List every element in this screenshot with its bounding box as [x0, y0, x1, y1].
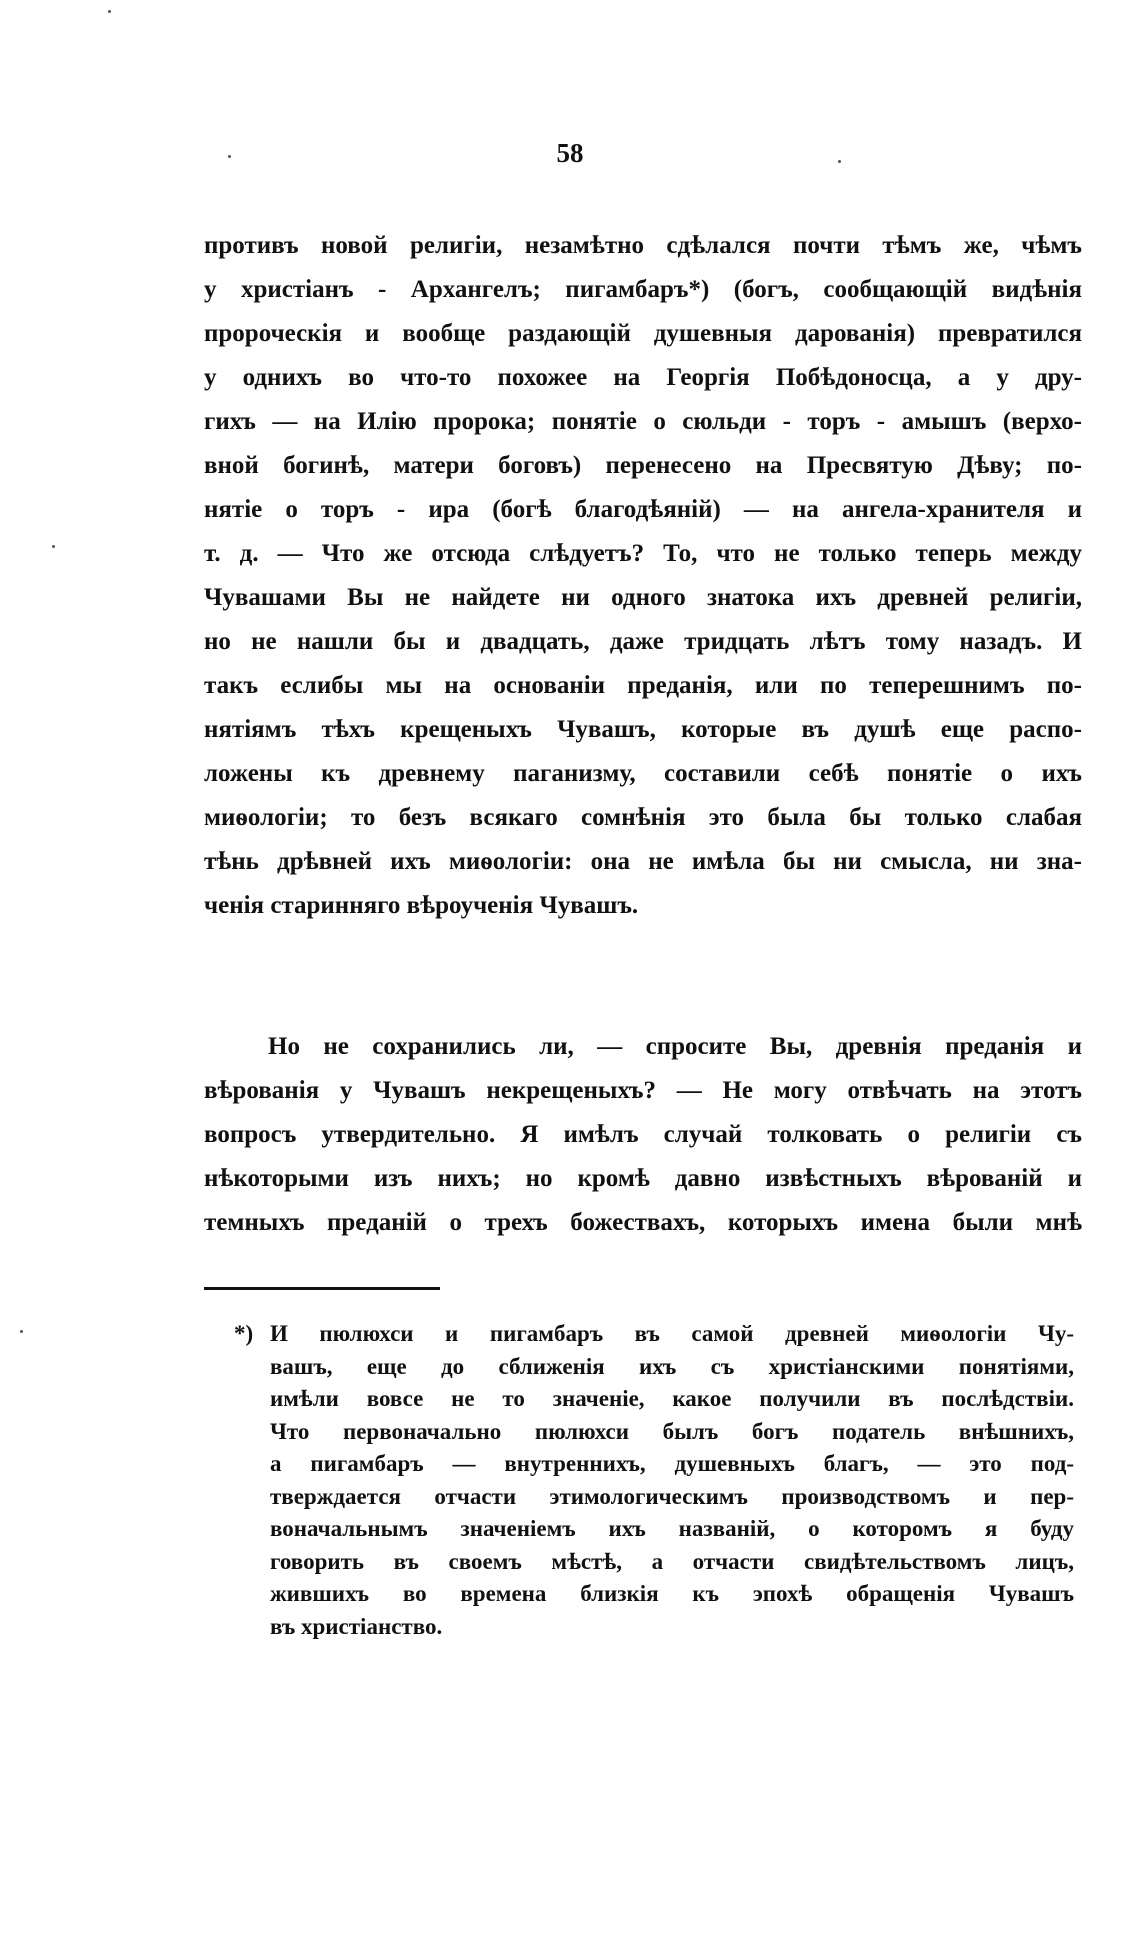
footnote-line [234, 1318, 1074, 1351]
footnote-line: тверждается отчасти этимологическимъ производствомъ и пер- [270, 1483, 1074, 1509]
text-line: т. д. — Что же отсюда слѣдуетъ? То, что не только теперь между [204, 540, 1082, 567]
scan-speck [20, 1330, 23, 1333]
scan-speck [108, 10, 111, 13]
paragraph-1 [204, 224, 1082, 928]
text-line: такъ еслибы мы на основаніи преданія, или по теперешнимъ по- [204, 672, 1082, 699]
text-line: у однихъ во что-то похожее на Георгія Побѣдоносца, а у дру- [204, 364, 1082, 391]
footnote-line: воначальнымъ значеніемъ ихъ названій, о которомъ я буду [270, 1516, 1074, 1541]
text-line: нятіямъ тѣхъ крещеныхъ Чувашъ, которые въ душѣ еще распо- [204, 716, 1082, 743]
text-line: нятіе о торъ - ира (богѣ благодѣяній) — на ангела-хранителя и [204, 496, 1082, 523]
footnote-line: имѣли вовсе не то значеніе, какое получили въ послѣдствіи. [270, 1386, 1074, 1411]
text-line: Но не сохранились ли, — спросите Вы, древнія преданія и [268, 1033, 1082, 1060]
text-line: противъ новой религіи, незамѣтно сдѣлался почти тѣмъ же, чѣмъ [204, 232, 1082, 259]
text-line: вной богинѣ, матери боговъ) перенесено на Пресвятую Дѣву; по- [204, 452, 1082, 479]
footnote-divider [204, 1287, 440, 1290]
footnote-line-text: И пюлюхси и пигамбаръ въ самой древней миѳологіи Чу- [270, 1321, 1074, 1346]
text-line: ложены къ древнему паганизму, составили себѣ понятіе о ихъ [204, 760, 1082, 787]
text-line: Чувашами Вы не найдете ни одного знатока ихъ древней религіи, [204, 584, 1082, 611]
paragraph-2 [204, 1025, 1082, 1245]
text-line: тѣнь дрѣвней ихъ миѳологіи: она не имѣла бы ни смысла, ни зна- [204, 848, 1082, 875]
scan-speck [52, 545, 55, 548]
text-line: но не нашли бы и двадцать, даже тридцать лѣтъ тому назадъ. И [204, 628, 1082, 655]
page-number: 58 [556, 138, 584, 168]
footnote-line: жившихъ во времена близкія къ эпохѣ обращенія Чувашъ [270, 1581, 1074, 1606]
footnote [234, 1318, 1074, 1643]
footnote-marker: *) [234, 1321, 254, 1346]
footnote-line: вашъ, еще до сближенія ихъ съ христіанскими понятіями, [270, 1353, 1074, 1379]
footnote-line: а пигамбаръ — внутреннихъ, душевныхъ благъ, — это под- [270, 1451, 1074, 1476]
text-line: миѳологіи; то безъ всякаго сомнѣнія это была бы только слабая [204, 804, 1082, 831]
footnote-line: въ христіанство. [270, 1613, 443, 1639]
footnote-line: Что первоначально пюлюхси былъ богъ податель внѣшнихъ, [270, 1418, 1074, 1444]
text-line: пророческія и вообще раздающій душевныя дарованія) превратился [204, 320, 1082, 347]
footnote-line: говорить въ своемъ мѣстѣ, а отчасти свидѣтельствомъ лицъ, [270, 1548, 1074, 1574]
text-line: ченія старинняго вѣроученія Чувашъ. [204, 892, 639, 919]
text-line: вопросъ утвердительно. Я имѣлъ случай толковать о религіи съ [204, 1121, 1082, 1148]
text-line: у христіанъ - Архангелъ; пигамбаръ*) (богъ, сообщающій видѣнія [204, 276, 1082, 303]
text-line: вѣрованія у Чувашъ некрещеныхъ? — Не могу отвѣчать на этотъ [204, 1077, 1082, 1104]
text-line: гихъ — на Илію пророка; понятіе о сюльди - торъ - амышъ (верхо- [204, 408, 1082, 435]
text-line: нѣкоторыми изъ нихъ; но кромѣ давно извѣстныхъ вѣрованій и [204, 1165, 1082, 1192]
text-line: темныхъ преданій о трехъ божествахъ, которыхъ имена были мнѣ [204, 1209, 1082, 1236]
